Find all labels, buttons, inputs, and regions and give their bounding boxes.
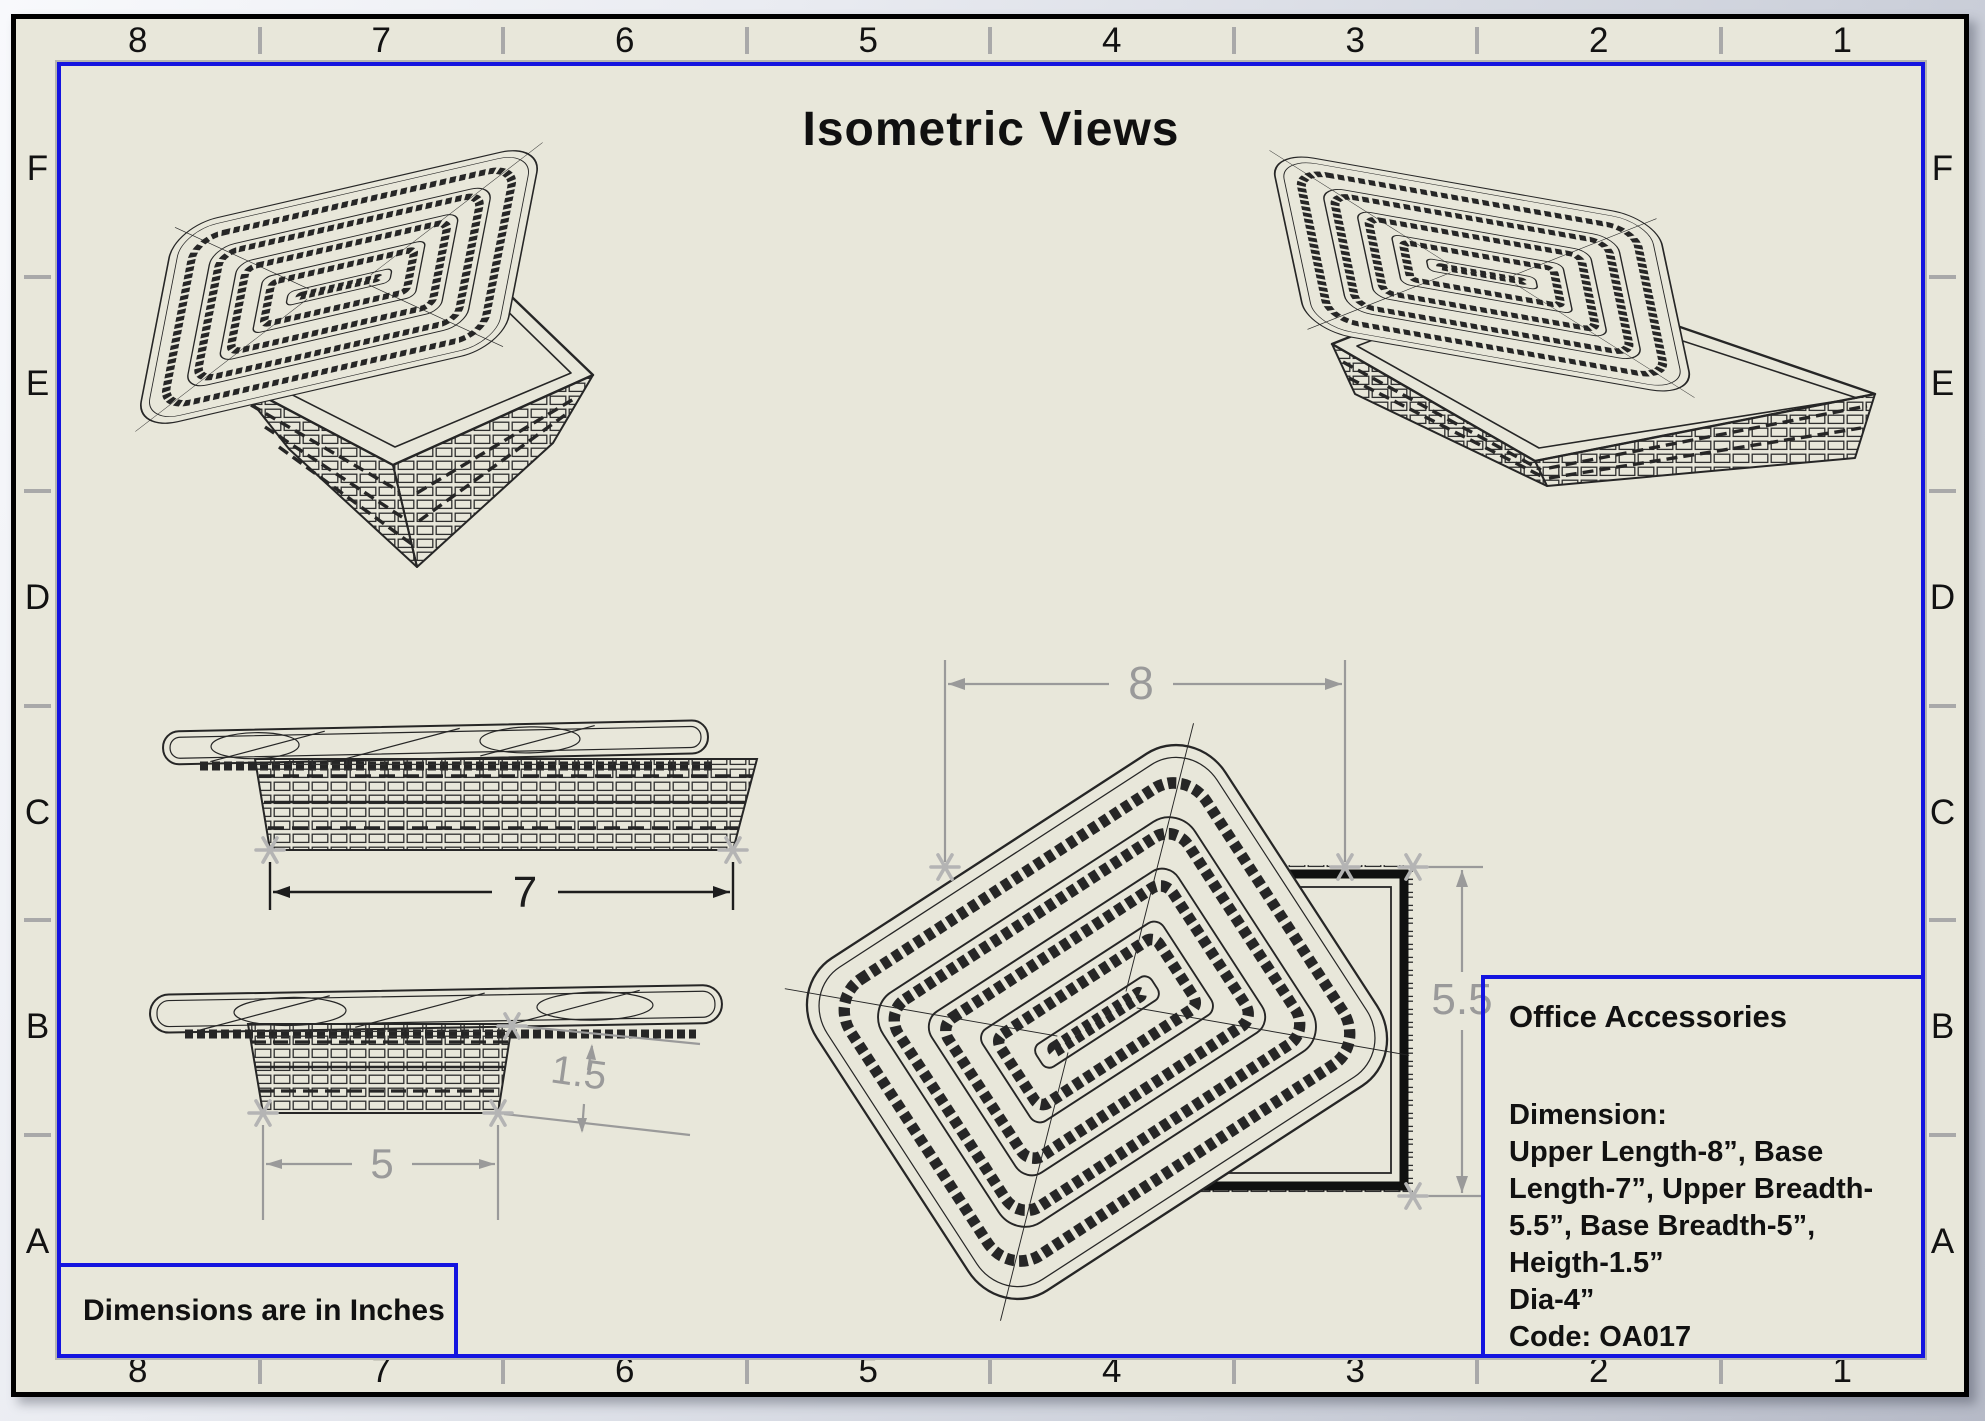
info-dimension-heading: Dimension: [1509,1099,1667,1131]
info-title: Office Accessories [1509,999,1788,1034]
isometric-view-top-right[interactable] [1257,166,1937,496]
zone-row-label: F [16,62,59,277]
info-dimension-line: Length-7”, Upper Breadth- [1509,1173,1874,1205]
zone-column-label: 2 [1477,1349,1721,1392]
front-view-base[interactable] [140,982,820,1252]
ruler-top [16,19,1964,62]
zone-row-label: A [1930,1221,1955,1261]
info-dimension-line: Heigth-1.5” [1509,1247,1664,1279]
sheet-border [57,62,1925,1358]
zone-row-label: B [1921,920,1964,1135]
note-box [57,1263,458,1358]
side-view-length[interactable] [140,702,800,952]
zone-column-label: 4 [990,19,1234,62]
isometric-view-top-left[interactable] [131,147,631,587]
dimension-height-1-5[interactable] [504,1026,700,1135]
drawing-sheet [11,14,1969,1397]
info-dimension-line: 5.5”, Base Breadth-5”, [1509,1210,1816,1242]
dimension-label-base-length[interactable]: 7 [512,868,538,917]
zone-column-label: 2 [1477,19,1721,62]
note-text: Dimensions are in Inches [83,1293,445,1327]
zone-column-label: 5 [747,19,991,62]
zone-row-label: E [1921,277,1964,492]
info-code-line: Code: OA017 [1509,1321,1692,1353]
info-box [1481,975,1925,1358]
zone-column-label: 7 [260,19,504,62]
zone-column-label: 5 [747,1349,991,1392]
zone-row-label: F [1921,62,1964,277]
dimension-base-breadth-5[interactable] [263,1125,498,1220]
zone-column-label: 4 [990,1349,1234,1392]
info-dimension-line: Upper Length-8”, Base [1509,1136,1824,1168]
zone-row-label: E [16,277,59,492]
dimension-label-upper-breadth[interactable]: 5.5 [1431,975,1493,1024]
dimension-label-base-breadth[interactable]: 5 [370,1140,394,1187]
dimension-label-height[interactable]: 1.5 [548,1047,610,1099]
zone-column-label: 1 [1832,1350,1852,1390]
zone-column-label: 8 [16,1349,260,1392]
zone-row-label: A [25,1221,50,1261]
ruler-left [16,62,59,1349]
top-view[interactable] [775,622,1535,1352]
zone-column-label: 7 [260,1349,504,1392]
zone-row-label: C [1921,706,1964,921]
zone-row-label: B [16,920,59,1135]
zone-column-label: 3 [1234,19,1478,62]
zone-column-label: 1 [1832,20,1852,60]
dimension-label-upper-length[interactable]: 8 [1128,657,1154,709]
zone-column-label: 8 [16,19,260,62]
info-dimension-line: Dia-4” [1509,1284,1595,1316]
zone-row-label: D [16,491,59,706]
zone-column-label: 6 [503,1349,747,1392]
dimension-length-7[interactable] [270,862,733,917]
zone-row-label: D [1921,491,1964,706]
zone-column-label: 6 [503,19,747,62]
zone-row-label: C [16,706,59,921]
page-title: Isometric Views [802,103,1180,156]
zone-column-label: 3 [1234,1349,1478,1392]
